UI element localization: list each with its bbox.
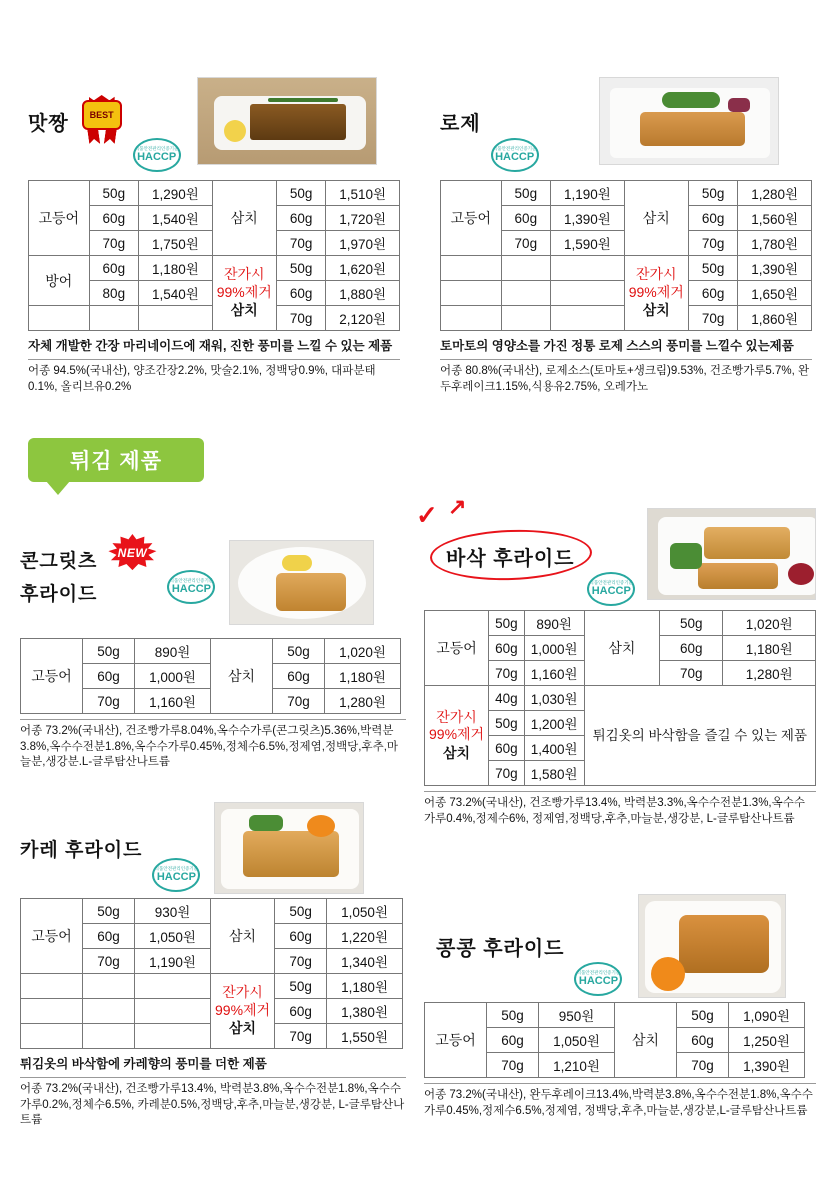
weight-cell: 50g (276, 256, 326, 281)
weight-cell: 70g (83, 689, 135, 714)
product-description: 토마토의 영양소를 가진 정통 로제 스스의 풍미를 느낄수 있는제품 (440, 339, 794, 353)
weight-cell: 60g (660, 636, 723, 661)
weight-cell: 70g (273, 689, 325, 714)
price-cell: 1,050원 (135, 924, 211, 949)
ingredients-text: 어종 80.8%(국내산), 로제소스(토마토+생크림)9.53%, 건조빵가루5.7%, 완두후레이크1.15%,식용유2.75%, 오레가노 (440, 359, 812, 395)
price-cell: 1,160원 (524, 661, 584, 686)
weight-cell: 60g (489, 736, 525, 761)
row-label: 고등어 (21, 639, 83, 714)
weight-cell: 60g (677, 1028, 729, 1053)
price-cell: 1,390원 (551, 206, 625, 231)
empty-cell (83, 974, 135, 999)
weight-cell: 60g (276, 206, 326, 231)
arrow-icon: ↗ (448, 494, 467, 519)
price-cell: 1,580원 (524, 761, 584, 786)
product-title: 바삭 후라이드 (446, 548, 575, 570)
empty-cell (551, 281, 625, 306)
price-cell: 1,030원 (524, 686, 584, 711)
product-photo (599, 77, 779, 165)
price-cell: 1,590원 (551, 231, 625, 256)
weight-cell: 50g (83, 899, 135, 924)
row-label: 삼치 (615, 1003, 677, 1078)
price-table (20, 638, 401, 714)
row-label-deboned: 잔가시 99%제거 삼치 (624, 256, 688, 331)
weight-cell: 60g (501, 206, 551, 231)
price-cell: 1,200원 (524, 711, 584, 736)
price-table (20, 898, 403, 1049)
price-cell: 1,970원 (326, 231, 400, 256)
product-title: 카레 후라이드 (20, 839, 143, 861)
ingredients-text: 어종 73.2%(국내산), 건조빵가루8.04%,옥수수가루(콘그릿츠)5.36%,박력분3.8%,옥수수전분1.8%,옥수수가루0.45%,정체수6.5%,정제염,정백당,후추,마늘분,생강분.L-글루탐산나트륨 (20, 719, 406, 771)
weight-cell: 50g (275, 899, 327, 924)
weight-cell: 60g (487, 1028, 539, 1053)
product-basak-fried (416, 494, 816, 827)
weight-cell: 50g (501, 181, 551, 206)
weight-cell: 70g (275, 949, 327, 974)
product-title: 맛짱 (28, 112, 69, 135)
product-title-line2: 후라이드 (20, 584, 98, 605)
ingredients-text: 어종 73.2%(국내산), 건조빵가루13.4%, 박력분3.3%,옥수수전분1.3%,옥수수가루0.4%,정제수6%, 정제염,정백당,후추,마늘분,생강분, L-글루탐산나트륨 (424, 791, 816, 827)
weight-cell: 70g (276, 231, 326, 256)
empty-cell (139, 306, 213, 331)
haccp-icon: 식품안전관리인증기준 HACCP (152, 854, 200, 894)
price-cell: 1,020원 (723, 611, 816, 636)
empty-cell (21, 974, 83, 999)
price-cell: 1,180원 (327, 974, 403, 999)
empty-cell (551, 306, 625, 331)
price-cell: 1,210원 (539, 1053, 615, 1078)
haccp-icon: 식품안전관리인증기준 HACCP (167, 566, 215, 606)
haccp-icon: 식품안전관리인증기준 HACCP (133, 134, 181, 174)
price-cell: 1,540원 (139, 206, 213, 231)
row-label: 고등어 (425, 611, 489, 686)
price-cell: 1,000원 (135, 664, 211, 689)
price-cell: 1,340원 (327, 949, 403, 974)
price-cell: 1,620원 (326, 256, 400, 281)
weight-cell: 60g (83, 664, 135, 689)
weight-cell: 50g (487, 1003, 539, 1028)
price-table (424, 1002, 805, 1078)
product-photo (229, 540, 374, 625)
best-badge-icon (79, 98, 125, 144)
price-cell: 1,560원 (738, 206, 812, 231)
price-cell: 1,180원 (139, 256, 213, 281)
row-label-deboned: 잔가시 99%제거 삼치 (425, 686, 489, 786)
weight-cell: 70g (688, 231, 738, 256)
price-cell: 2,120원 (326, 306, 400, 331)
product-kongkong-fried (424, 890, 816, 1119)
empty-cell (83, 1024, 135, 1049)
weight-cell: 50g (688, 256, 738, 281)
price-cell: 1,550원 (327, 1024, 403, 1049)
product-title: 로제 (440, 112, 481, 135)
weight-cell: 50g (489, 711, 525, 736)
weight-cell: 70g (489, 661, 525, 686)
weight-cell: 70g (83, 949, 135, 974)
price-cell: 1,400원 (524, 736, 584, 761)
row-label: 삼치 (212, 181, 276, 256)
price-table (440, 180, 812, 331)
weight-cell: 60g (489, 636, 525, 661)
price-cell: 1,180원 (325, 664, 401, 689)
weight-cell: 60g (89, 206, 139, 231)
row-label: 고등어 (441, 181, 502, 256)
empty-cell (21, 1024, 83, 1049)
empty-cell (441, 256, 502, 281)
empty-cell (135, 974, 211, 999)
price-cell: 1,050원 (539, 1028, 615, 1053)
product-curry-fried (20, 798, 406, 1129)
weight-cell: 50g (273, 639, 325, 664)
price-cell: 1,180원 (723, 636, 816, 661)
weight-cell: 70g (660, 661, 723, 686)
price-cell: 1,280원 (325, 689, 401, 714)
price-cell: 1,190원 (135, 949, 211, 974)
row-label: 고등어 (29, 181, 90, 256)
empty-cell (29, 306, 90, 331)
haccp-icon: 식품안전관리인증기준 HACCP (574, 958, 622, 998)
empty-cell (551, 256, 625, 281)
weight-cell: 60g (276, 281, 326, 306)
price-cell: 1,390원 (729, 1053, 805, 1078)
price-cell: 1,250원 (729, 1028, 805, 1053)
price-cell: 1,050원 (327, 899, 403, 924)
weight-cell: 50g (688, 181, 738, 206)
product-title: 콩콩 후라이드 (436, 937, 565, 960)
price-cell: 1,860원 (738, 306, 812, 331)
product-description: 튀김옷의 바삭함을 즐길 수 있는 제품 (584, 686, 815, 786)
product-corn-grits-fried (20, 530, 406, 771)
weight-cell: 70g (688, 306, 738, 331)
ingredients-text: 어종 73.2%(국내산), 건조빵가루13.4%, 박력분3.8%,옥수수전분1.8%,옥수수가루0.2%,정체수6.5%, 카레분0.5%,정백당,후추,마늘분,생강분, L-글루탐산나트륨 (20, 1077, 406, 1129)
weight-cell: 70g (275, 1024, 327, 1049)
haccp-icon: 식품안전관리인증기준 HACCP (491, 134, 539, 174)
weight-cell: 80g (89, 281, 139, 306)
weight-cell: 70g (487, 1053, 539, 1078)
row-label-deboned: 잔가시 99%제거 삼치 (212, 256, 276, 331)
empty-cell (501, 281, 551, 306)
empty-cell (441, 281, 502, 306)
row-label: 방어 (29, 256, 90, 306)
weight-cell: 60g (89, 256, 139, 281)
weight-cell: 50g (489, 611, 525, 636)
weight-cell: 50g (660, 611, 723, 636)
empty-cell (441, 306, 502, 331)
new-badge-icon: NEW (107, 534, 157, 572)
empty-cell (135, 999, 211, 1024)
check-mark-icon: ✓ (416, 500, 438, 530)
row-label: 고등어 (425, 1003, 487, 1078)
product-title-line1: 콘그릿츠 (20, 551, 98, 572)
empty-cell (501, 256, 551, 281)
weight-cell: 60g (275, 924, 327, 949)
price-cell: 1,280원 (738, 181, 812, 206)
row-label: 삼치 (584, 611, 660, 686)
price-cell: 1,380원 (327, 999, 403, 1024)
price-cell: 1,090원 (729, 1003, 805, 1028)
price-cell: 1,280원 (723, 661, 816, 686)
row-label: 삼치 (624, 181, 688, 256)
price-cell: 1,780원 (738, 231, 812, 256)
weight-cell: 50g (89, 181, 139, 206)
price-cell: 1,650원 (738, 281, 812, 306)
product-matjjang (28, 62, 400, 395)
price-cell: 1,160원 (135, 689, 211, 714)
empty-cell (21, 999, 83, 1024)
empty-cell (83, 999, 135, 1024)
price-cell: 1,290원 (139, 181, 213, 206)
weight-cell: 70g (276, 306, 326, 331)
weight-cell: 50g (83, 639, 135, 664)
row-label-deboned: 잔가시 99%제거 삼치 (211, 974, 275, 1049)
haccp-icon: 식품안전관리인증기준 HACCP (587, 568, 635, 608)
product-photo (638, 894, 786, 998)
price-cell: 1,880원 (326, 281, 400, 306)
product-rose (440, 62, 812, 395)
weight-cell: 70g (677, 1053, 729, 1078)
empty-cell (135, 1024, 211, 1049)
price-cell: 1,510원 (326, 181, 400, 206)
price-cell: 1,390원 (738, 256, 812, 281)
price-cell: 1,720원 (326, 206, 400, 231)
weight-cell: 70g (501, 231, 551, 256)
product-photo (214, 802, 364, 894)
weight-cell: 50g (276, 181, 326, 206)
empty-cell (501, 306, 551, 331)
weight-cell: 60g (275, 999, 327, 1024)
product-photo (647, 508, 816, 600)
best-badge-label: BEST (82, 100, 122, 130)
highlight-oval (429, 527, 593, 583)
weight-cell: 60g (688, 206, 738, 231)
product-description: 자체 개발한 간장 마리네이드에 재워, 진한 풍미를 느낄 수 있는 제품 (28, 339, 393, 353)
product-photo (197, 77, 377, 165)
empty-cell (89, 306, 139, 331)
weight-cell: 70g (89, 231, 139, 256)
price-cell: 1,750원 (139, 231, 213, 256)
weight-cell: 60g (273, 664, 325, 689)
ingredients-text: 어종 94.5%(국내산), 양조간장2.2%, 맛술2.1%, 정백당0.9%, 대파분태0.1%, 올리브유0.2% (28, 359, 400, 395)
price-cell: 950원 (539, 1003, 615, 1028)
weight-cell: 50g (677, 1003, 729, 1028)
price-cell: 930원 (135, 899, 211, 924)
price-table (424, 610, 816, 786)
row-label: 고등어 (21, 899, 83, 974)
price-cell: 890원 (524, 611, 584, 636)
price-table (28, 180, 400, 331)
row-label: 삼치 (211, 639, 273, 714)
weight-cell: 70g (489, 761, 525, 786)
price-cell: 1,190원 (551, 181, 625, 206)
row-label: 삼치 (211, 899, 275, 974)
price-cell: 1,000원 (524, 636, 584, 661)
price-cell: 1,220원 (327, 924, 403, 949)
section-tag-fried: 튀김 제품 (28, 438, 204, 482)
price-cell: 1,020원 (325, 639, 401, 664)
weight-cell: 40g (489, 686, 525, 711)
ingredients-text: 어종 73.2%(국내산), 완두후레이크13.4%,박력분3.8%,옥수수전분1.8%,옥수수가루0.45%,정제수6.5%,정제염, 정백당,후추,마늘분,생강분,L-글루탐산나트륨 (424, 1083, 816, 1119)
weight-cell: 60g (83, 924, 135, 949)
product-description: 튀김옷의 바삭함에 카레향의 풍미를 더한 제품 (20, 1057, 267, 1071)
weight-cell: 50g (275, 974, 327, 999)
price-cell: 890원 (135, 639, 211, 664)
weight-cell: 60g (688, 281, 738, 306)
price-cell: 1,540원 (139, 281, 213, 306)
